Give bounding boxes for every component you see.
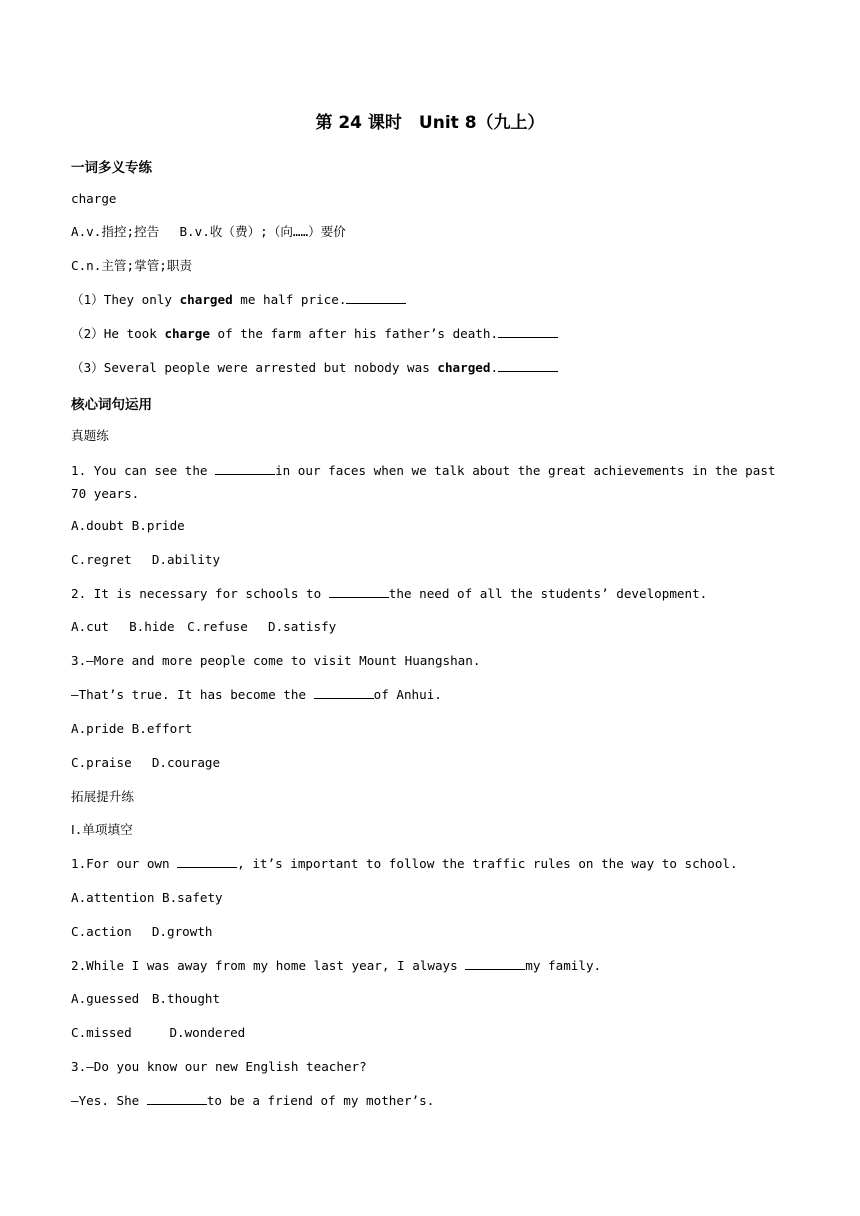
definition-c: C.n.主管;掌管;职责 [71, 258, 193, 273]
page-title: 第 24 课时 Unit 8（九上） [315, 113, 545, 133]
real-question-2: 2. It is necessary for schools to the need of all the students’ development. [71, 586, 708, 601]
real-question-3: 3.—More and more people come to visit Mount Huangshan. [71, 653, 481, 668]
answer-blank[interactable] [498, 325, 558, 338]
answer-blank[interactable] [177, 855, 237, 868]
answer-blank[interactable] [215, 462, 275, 475]
polysemy-word: charge [71, 191, 117, 206]
polysemy-question-1: （1）They only charged me half price. [71, 291, 406, 309]
polysemy-question-3: （3）Several people were arrested but nobody was charged. [71, 359, 558, 377]
section-heading-polysemy: 一词多义专练 [71, 160, 152, 176]
ext-question-2: 2.While I was away from my home last year, I always my family. [71, 958, 602, 973]
subsection-real-exam: 真题练 [71, 428, 109, 443]
ext-q1-options-ab: A.attention B.safety [71, 890, 223, 905]
answer-blank[interactable] [329, 585, 389, 598]
answer-blank[interactable] [314, 686, 374, 699]
real-q1-options-cd: C.regret D.ability [71, 552, 221, 567]
ext-question-1: 1.For our own , it’s important to follow the traffic rules on the way to school. [71, 856, 738, 871]
answer-blank[interactable] [346, 291, 406, 304]
real-q3-options-cd: C.praise D.courage [71, 755, 221, 770]
real-question-1: 1. You can see the in our faces when we talk about the great achievements in the past 70 years. [71, 463, 776, 501]
polysemy-question-2: （2）He took charge of the farm after his father’s death. [71, 325, 558, 343]
answer-blank[interactable] [465, 957, 525, 970]
answer-blank[interactable] [147, 1092, 207, 1105]
section-heading-core: 核心词句运用 [71, 397, 152, 413]
real-q2-options: A.cut B.hide C.refuse D.satisfy [71, 619, 337, 634]
ext-q2-options-ab: A.guessed B.thought [71, 991, 221, 1006]
real-question-3-response: —That’s true. It has become the of Anhui. [71, 687, 442, 702]
real-q1-options-ab: A.doubt B.pride [71, 518, 185, 533]
section-heading-extension: 拓展提升练 [71, 789, 134, 804]
ext-q1-options-cd: C.action D.growth [71, 924, 213, 939]
answer-blank[interactable] [498, 359, 558, 372]
ext-question-3: 3.—Do you know our new English teacher? [71, 1059, 367, 1074]
ext-question-3-response: —Yes. She to be a friend of my mother’s. [71, 1093, 435, 1108]
ext-q2-options-cd: C.missed D.wondered [71, 1025, 246, 1040]
real-q3-options-ab: A.pride B.effort [71, 721, 193, 736]
definitions-ab: A.v.指控;控告 B.v.收（费）;（向……）要价 [71, 224, 346, 239]
subsection-single-choice: Ⅰ.单项填空 [71, 822, 133, 837]
